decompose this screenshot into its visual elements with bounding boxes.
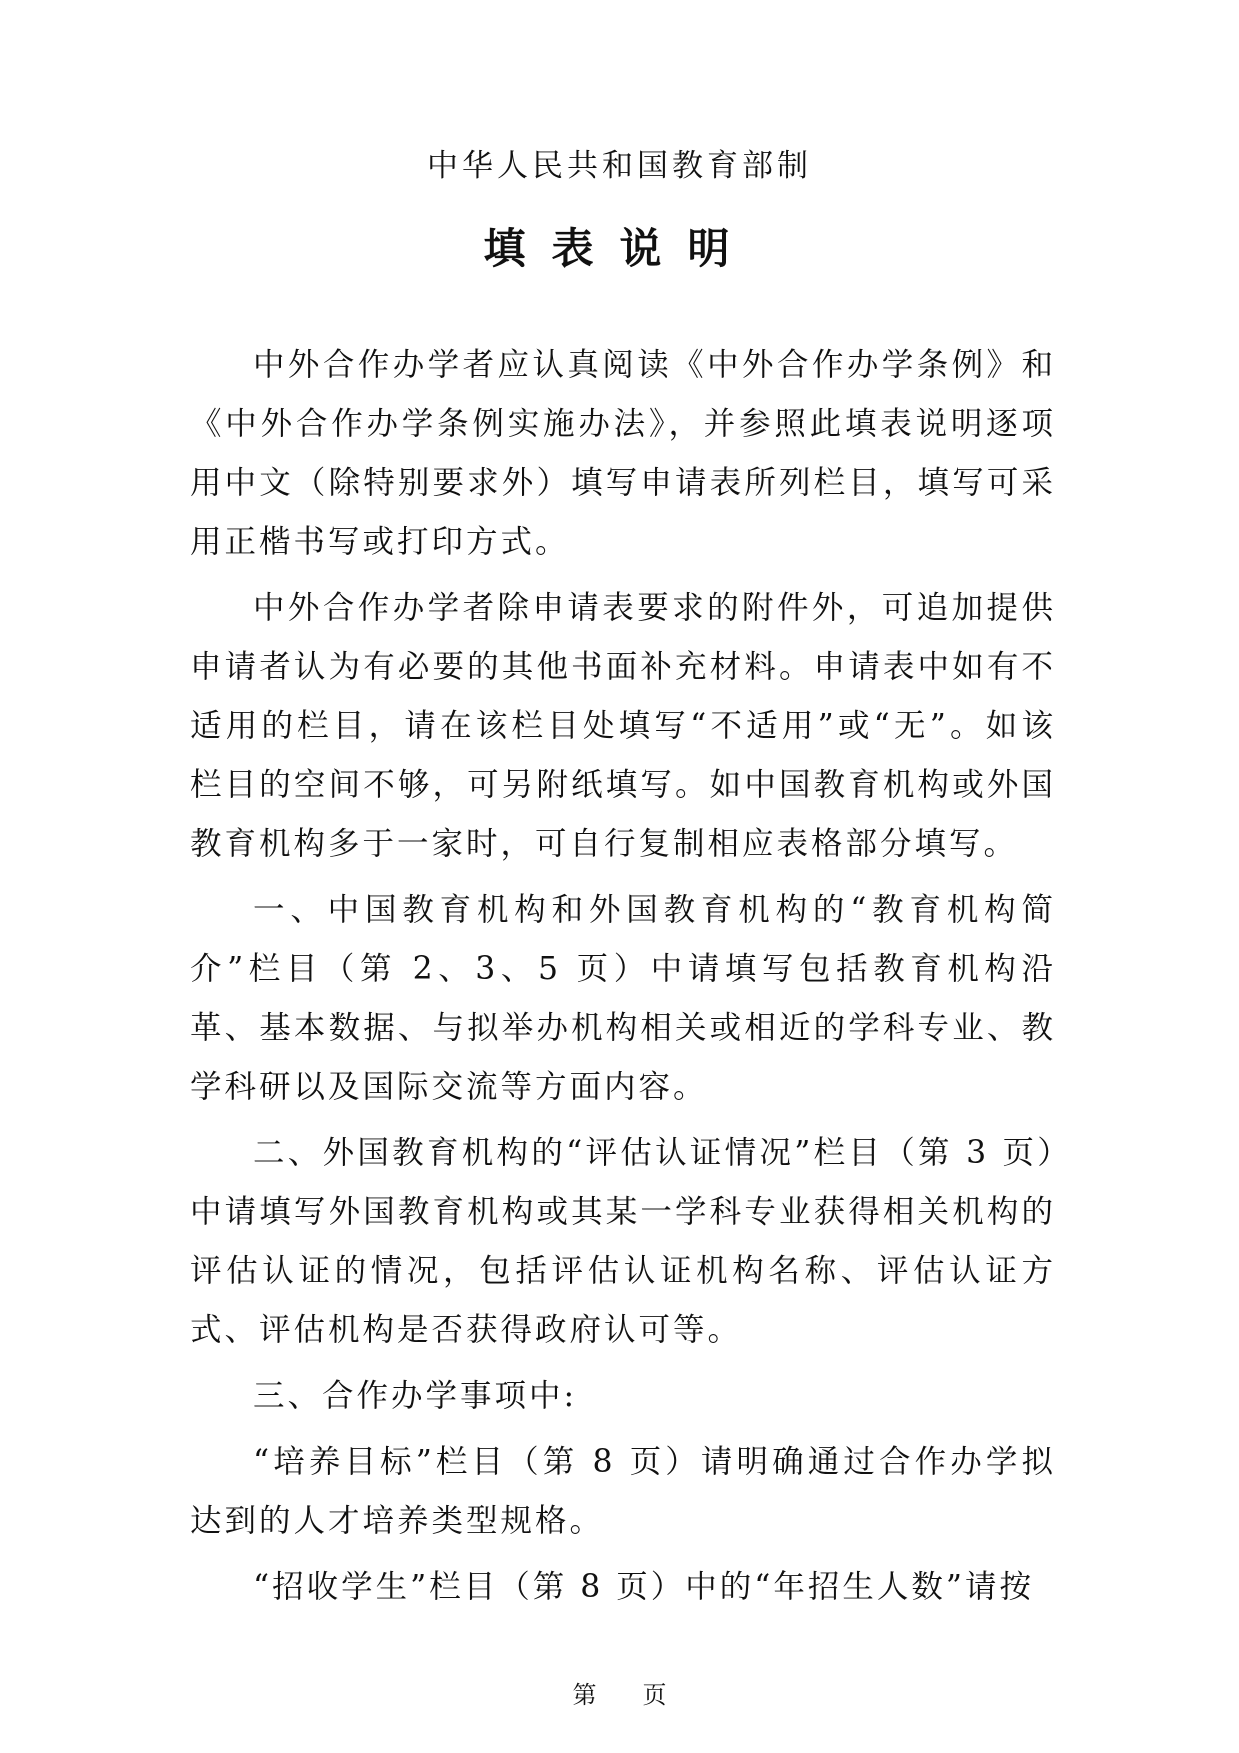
paragraph-item-1: 一、中国教育机构和外国教育机构的“教育机构简介”栏目（第 2、3、5 页）中请填写包括教育机构沿革、基本数据、与拟举办机构相关或相近的学科专业、教学科研以及国际交流等方面内容。 bbox=[190, 892, 1056, 1105]
page-footer bbox=[0, 1680, 1239, 1710]
paragraph-training-goal: “培养目标”栏目（第 8 页）请明确通过合作办学拟达到的人才培养类型规格。 bbox=[190, 1444, 1056, 1539]
page-number-suffix: 页 bbox=[642, 1681, 667, 1709]
page-title: 填表说明 bbox=[483, 224, 756, 273]
paragraph-item-3: 三、合作办学事项中: bbox=[253, 1378, 578, 1414]
paragraph-supplementary: 中外合作办学者除申请表要求的附件外，可追加提供申请者认为有必要的其他书面补充材料。申请表中如有不适用的栏目，请在该栏目处填写“不适用”或“无”。如该栏目的空间不够，可另附纸填写。如中国教育机构或外国教育机构多于一家时，可自行复制相应表格部分填写。 bbox=[190, 590, 1056, 862]
paragraph-enrollment: “招收学生”栏目（第 8 页）中的“年招生人数”请按 bbox=[253, 1569, 1034, 1605]
paragraph-item-2: 二、外国教育机构的“评估认证情况”栏目（第 3 页）中请填写外国教育机构或其某一学科专业获得相关机构的评估认证的情况，包括评估认证机构名称、评估认证方式、评估机构是否获得政府认可等。 bbox=[190, 1135, 1056, 1348]
paragraph-intro: 中外合作办学者应认真阅读《中外合作办学条例》和《中外合作办学条例实施办法》，并参照此填表说明逐项用中文（除特别要求外）填写申请表所列栏目，填写可采用正楷书写或打印方式。 bbox=[190, 347, 1056, 560]
page-number-prefix: 第 bbox=[572, 1681, 597, 1709]
issuer-line: 中华人民共和国教育部制 bbox=[427, 148, 812, 184]
instructions-body bbox=[190, 336, 1056, 1624]
